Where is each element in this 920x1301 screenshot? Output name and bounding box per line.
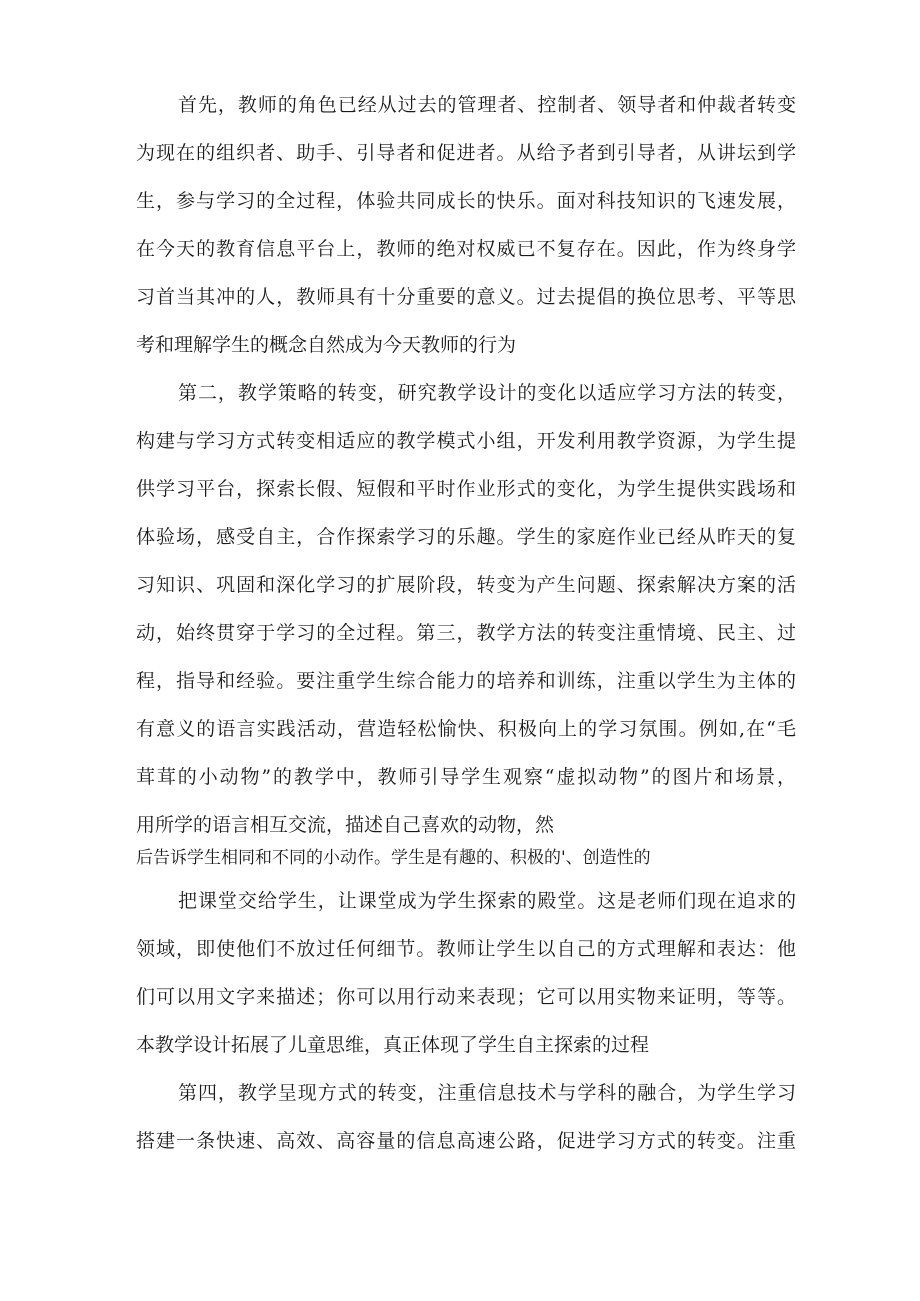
text-line: 们可以用文字来描述；你可以用行动来表现；它可以用实物来证明，等等。 <box>136 986 796 1008</box>
text-line: 第四，教学呈现方式的转变，注重信息技术与学科的融合，为学生学习 <box>178 1082 796 1104</box>
text-line: 茸茸的小动物”的教学中，教师引导学生观察“虚拟动物”的图片和场景， <box>136 766 796 788</box>
text-line: 为现在的组织者、助手、引导者和促进者。从给予者到引导者，从讲坛到学 <box>136 142 796 164</box>
text-line: 生，参与学习的全过程，体验共同成长的快乐。面对科技知识的飞速发展， <box>136 190 796 212</box>
text-line: 本教学设计拓展了儿童思维，真正体现了学生自主探索的过程 <box>136 1034 650 1056</box>
text-line: 习知识、巩固和深化学习的扩展阶段，转变为产生问题、探索解决方案的活 <box>136 574 796 596</box>
text-line: 体验场，感受自主，合作探索学习的乐趣。学生的家庭作业已经从昨天的复 <box>136 526 796 548</box>
text-line: 后告诉学生相同和不同的小动作。学生是有趣的、积极的'、创造性的 <box>136 848 651 868</box>
text-line: 供学习平台，探索长假、短假和平时作业形式的变化，为学生提供实践场和 <box>136 478 796 500</box>
text-line: 考和理解学生的概念自然成为今天教师的行为 <box>136 334 517 356</box>
text-line: 在今天的教育信息平台上，教师的绝对权威已不复存在。因此，作为终身学 <box>136 238 796 260</box>
text-line: 程，指导和经验。要注重学生综合能力的培养和训练，注重以学生为主体的 <box>136 670 796 692</box>
text-line: 领域，即使他们不放过任何细节。教师让学生以自己的方式理解和表达：他 <box>136 938 796 960</box>
text-line: 把课堂交给学生，让课堂成为学生探索的殿堂。这是老师们现在追求的 <box>178 890 796 912</box>
text-line: 第二，教学策略的转变，研究教学设计的变化以适应学习方法的转变， <box>178 382 796 404</box>
text-line: 有意义的语言实践活动，营造轻松愉快、积极向上的学习氛围。例如,在“毛 <box>136 718 796 740</box>
text-line: 用所学的语言相互交流，描述自己喜欢的动物，然 <box>136 814 555 836</box>
text-line: 构建与学习方式转变相适应的教学模式小组，开发利用教学资源，为学生提 <box>136 430 796 452</box>
text-line: 首先，教师的角色已经从过去的管理者、控制者、领导者和仲裁者转变 <box>178 94 796 116</box>
text-line: 习首当其冲的人，教师具有十分重要的意义。过去提倡的换位思考、平等思 <box>136 286 796 308</box>
text-line: 动，始终贯穿于学习的全过程。第三，教学方法的转变注重情境、民主、过 <box>136 622 796 644</box>
text-line: 搭建一条快速、高效、高容量的信息高速公路，促进学习方式的转变。注重 <box>136 1130 796 1152</box>
